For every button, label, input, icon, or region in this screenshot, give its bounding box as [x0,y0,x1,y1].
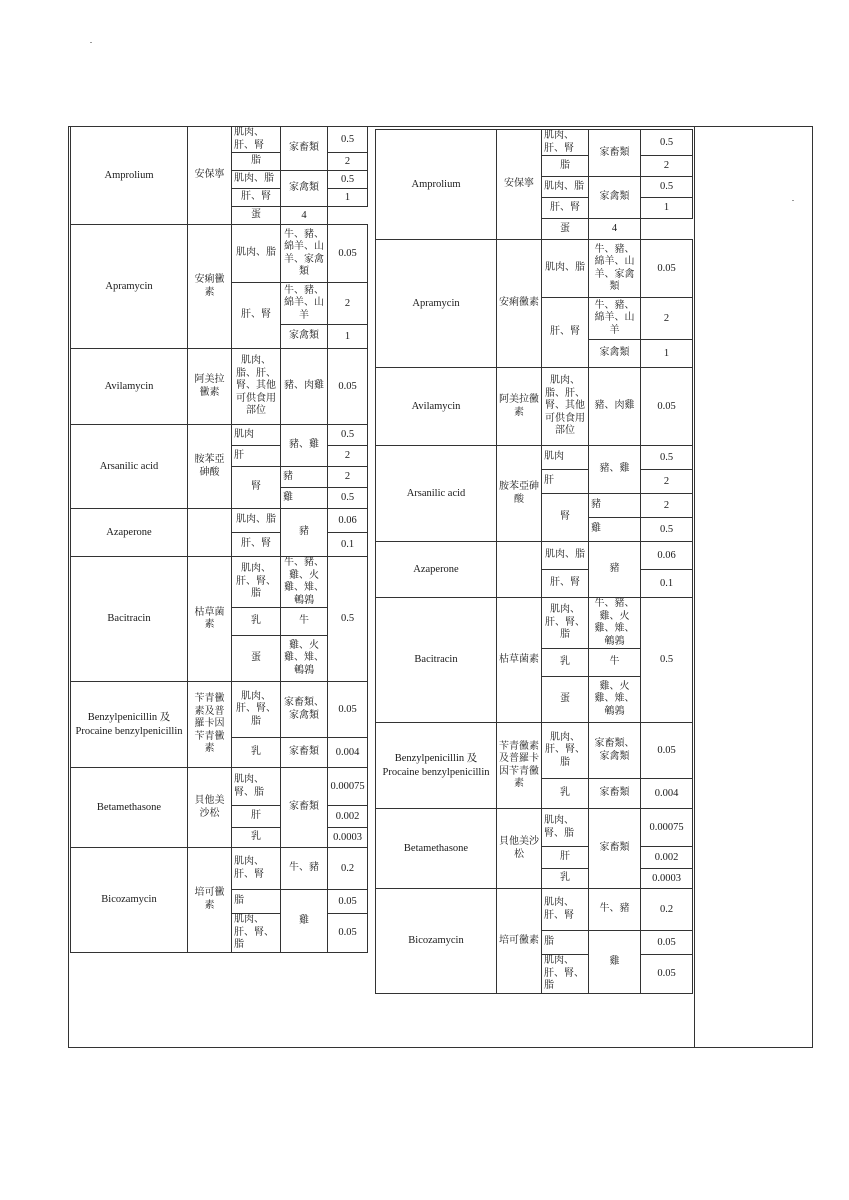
table-cell: 牛 [281,608,328,636]
table-cell: 阿美拉黴素 [497,368,542,446]
limit-value-cell: 0.1 [328,533,368,557]
table-row [71,127,368,153]
table-cell: 牛、豬、雞、火雞、雉、鵪鶉 [281,557,328,608]
limit-value-cell: 0.05 [641,723,693,779]
table-cell: 培可黴素 [497,889,542,994]
limit-value-cell: 0.0003 [328,828,368,848]
table-row [71,225,368,283]
table-cell: 腎 [542,494,589,542]
table-cell: 乳 [542,779,589,809]
limit-value-cell: 0.05 [641,368,693,446]
table-cell [188,509,232,557]
limit-value-cell: 0.5 [328,488,368,509]
table-cell: 牛、豬、綿羊、山羊、家禽類 [589,240,641,298]
table-cell: 蛋 [542,677,589,723]
limit-value-cell: 0.5 [328,425,368,446]
table-cell: 牛、豬 [589,889,641,931]
table-cell: 貝他美沙松 [497,809,542,889]
table-cell: 牛、豬、綿羊、山羊 [281,283,328,325]
table-cell: 乳 [542,649,589,677]
table-cell: 苄青黴素及普羅卡因苄青黴素 [497,723,542,809]
table-cell: 肌肉、肝、腎 [232,127,281,153]
table-cell: 肝 [542,847,589,869]
table-cell: 肌肉、肝、腎、脂 [542,955,589,994]
table-cell [497,542,542,598]
table-cell: 家禽類 [281,171,328,207]
table-cell: 苄青黴素及普羅卡因苄青黴素 [188,682,232,768]
table-cell: 牛、豬 [281,848,328,890]
table-cell: 肌肉、脂 [232,509,281,533]
limit-value-cell: 0.05 [641,955,693,994]
table-cell: 肌肉、腎、脂 [232,768,281,806]
table-cell: 蛋 [542,219,589,240]
table-cell: 胺苯亞砷酸 [497,446,542,542]
limit-value-cell: 0.06 [328,509,368,533]
table-cell: 肌肉 [232,425,281,446]
table-cell: 牛、豬、綿羊、山羊 [589,298,641,340]
table-cell: 阿美拉黴素 [188,349,232,425]
limit-value-cell: 0.05 [328,225,368,283]
table-cell: 家畜類 [281,127,328,171]
table-row [376,240,693,298]
table-cell: 肌肉、肝、腎 [542,130,589,156]
table-row [376,723,693,779]
table-cell: 培可黴素 [188,848,232,953]
table-cell: 肌肉、肝、腎 [232,848,281,890]
table-cell: 雞 [589,931,641,994]
table-cell: 脂 [232,153,281,171]
table-cell: 雞、火雞、雉、鵪鶉 [589,677,641,723]
limit-value-cell: 0.004 [328,738,368,768]
table-cell: 豬、雞 [589,446,641,494]
table-cell: 肝、腎 [542,298,589,368]
table-cell: 肝 [542,470,589,494]
table-row [71,848,368,890]
limit-value-cell: 4 [589,219,641,240]
table-cell: 肌肉、脂 [232,225,281,283]
table-cell: 雞 [281,488,328,509]
limit-value-cell: 0.5 [328,127,368,153]
drug-name-cell: Apramycin [71,225,188,349]
drug-name-cell: Avilamycin [376,368,497,446]
table-cell: 貝他美沙松 [188,768,232,848]
drug-name-cell: Bacitracin [71,557,188,682]
table-cell: 肌肉、脂、肝、腎、其他可供食用部位 [232,349,281,425]
limit-value-cell: 0.004 [641,779,693,809]
table-cell: 肌肉、脂 [542,177,589,198]
drug-name-cell: Apramycin [376,240,497,368]
table-cell: 乳 [232,608,281,636]
table-cell: 脂 [232,890,281,914]
table-cell: 蛋 [232,636,281,682]
table-row [71,768,368,806]
drug-name-cell: Betamethasone [71,768,188,848]
table-cell: 家禽類 [281,325,328,349]
table-cell: 肌肉、肝、腎、脂 [542,598,589,649]
drug-name-cell: Arsanilic acid [71,425,188,509]
limit-value-cell: 0.5 [641,598,693,723]
table-cell: 豬、雞 [281,425,328,467]
drug-name-cell: Amprolium [376,130,497,240]
table-cell: 家畜類 [589,779,641,809]
table-cell: 牛、豬、綿羊、山羊、家禽類 [281,225,328,283]
table-row [71,509,368,533]
table-row [376,542,693,570]
residue-limit-table-revised [375,129,693,994]
table-cell: 肌肉、脂 [542,542,589,570]
limit-value-cell: 0.002 [328,806,368,828]
table-cell: 家畜類 [281,738,328,768]
drug-name-cell: Amprolium [71,127,188,225]
drug-name-cell: Benzylpenicillin 及 Procaine benzylpenicillin [71,682,188,768]
limit-value-cell: 0.1 [641,570,693,598]
table-cell: 肝 [232,446,281,467]
table-cell: 肝 [232,806,281,828]
limit-value-cell: 2 [328,467,368,488]
table-cell: 安保寧 [497,130,542,240]
limit-value-cell: 0.5 [328,557,368,682]
table-cell: 肌肉、腎、脂 [542,809,589,847]
limit-value-cell: 2 [641,470,693,494]
drug-name-cell: Bicozamycin [71,848,188,953]
table-row [376,889,693,931]
table-cell: 雞、火雞、雉、鵪鶉 [281,636,328,682]
table-cell: 乳 [232,828,281,848]
table-cell: 脂 [542,156,589,177]
limit-value-cell: 0.05 [328,890,368,914]
limit-value-cell: 0.5 [641,518,693,542]
table-cell: 枯草菌素 [188,557,232,682]
table-row [71,557,368,608]
table-cell: 豬、肉雞 [281,349,328,425]
table-cell: 蛋 [232,207,281,225]
table-cell: 家禽類 [589,340,641,368]
table-row [71,349,368,425]
table-cell: 肌肉 [542,446,589,470]
limit-value-cell: 0.5 [641,177,693,198]
drug-name-cell: Betamethasone [376,809,497,889]
table-cell: 乳 [232,738,281,768]
table-row [71,425,368,446]
table-cell: 豬、肉雞 [589,368,641,446]
table-cell: 肝、腎 [232,533,281,557]
limit-value-cell: 1 [641,198,693,219]
table-row [376,446,693,470]
table-cell: 家畜類 [589,809,641,889]
table-cell: 乳 [542,869,589,889]
limit-value-cell: 0.00075 [328,768,368,806]
table-row [376,598,693,649]
table-cell: 安痢黴素 [497,240,542,368]
table-cell: 家畜類 [281,768,328,848]
table-cell: 雞 [281,890,328,953]
table-cell: 肝、腎 [542,570,589,598]
table-cell: 安痢黴素 [188,225,232,349]
limit-value-cell: 0.05 [328,682,368,738]
table-cell: 脂 [542,931,589,955]
table-cell: 枯草菌素 [497,598,542,723]
table-cell: 肌肉、脂、肝、腎、其他可供食用部位 [542,368,589,446]
drug-name-cell: Avilamycin [71,349,188,425]
limit-value-cell: 0.05 [328,349,368,425]
table-cell: 豬 [589,542,641,598]
table-cell: 安保寧 [188,127,232,225]
limit-value-cell: 1 [328,325,368,349]
table-cell: 家畜類、家禽類 [589,723,641,779]
table-cell: 家畜類、家禽類 [281,682,328,738]
limit-value-cell: 0.05 [641,931,693,955]
drug-name-cell: Azaperone [376,542,497,598]
table-cell: 肝、腎 [232,189,281,207]
table-cell: 肌肉、脂 [232,171,281,189]
table-cell: 牛、豬、雞、火雞、雉、鵪鶉 [589,598,641,649]
limit-value-cell: 0.05 [641,240,693,298]
limit-value-cell: 0.5 [641,446,693,470]
table-row [376,809,693,847]
table-cell: 肌肉、肝、腎 [542,889,589,931]
table-cell: 雞 [589,518,641,542]
limit-value-cell: 2 [328,283,368,325]
table-row [376,130,693,156]
drug-name-cell: Benzylpenicillin 及 Procaine benzylpenicillin [376,723,497,809]
limit-value-cell: 2 [641,298,693,340]
limit-value-cell: 0.2 [328,848,368,890]
table-cell: 牛 [589,649,641,677]
limit-value-cell: 0.5 [328,171,368,189]
table-cell: 肝、腎 [232,283,281,349]
table-cell: 肌肉、脂 [542,240,589,298]
scan-speck [90,42,92,43]
limit-value-cell: 0.00075 [641,809,693,847]
drug-name-cell: Arsanilic acid [376,446,497,542]
limit-value-cell: 4 [281,207,328,225]
drug-name-cell: Azaperone [71,509,188,557]
table-cell: 豬 [589,494,641,518]
limit-value-cell: 1 [328,189,368,207]
limit-value-cell: 0.5 [641,130,693,156]
limit-value-cell: 0.2 [641,889,693,931]
residue-limit-table-current [70,126,368,953]
table-cell: 家禽類 [589,177,641,219]
table-cell: 肌肉、肝、腎、脂 [232,682,281,738]
table-cell: 胺苯亞砷酸 [188,425,232,509]
table-cell: 腎 [232,467,281,509]
limit-value-cell: 0.002 [641,847,693,869]
table-cell: 肌肉、肝、腎、脂 [542,723,589,779]
limit-value-cell: 2 [641,156,693,177]
limit-value-cell: 2 [328,153,368,171]
table-row [376,368,693,446]
limit-value-cell: 2 [328,446,368,467]
drug-name-cell: Bacitracin [376,598,497,723]
table-cell: 肝、腎 [542,198,589,219]
table-cell: 肌肉、肝、腎、脂 [232,557,281,608]
limit-value-cell: 0.0003 [641,869,693,889]
right-column-divider [694,126,695,1048]
drug-name-cell: Bicozamycin [376,889,497,994]
limit-value-cell: 0.06 [641,542,693,570]
table-cell: 肌肉、肝、腎、脂 [232,914,281,953]
table-row [71,682,368,738]
limit-value-cell: 2 [641,494,693,518]
limit-value-cell: 0.05 [328,914,368,953]
table-cell: 豬 [281,467,328,488]
table-cell: 豬 [281,509,328,557]
table-cell: 家畜類 [589,130,641,177]
scan-speck [792,200,794,201]
limit-value-cell: 1 [641,340,693,368]
